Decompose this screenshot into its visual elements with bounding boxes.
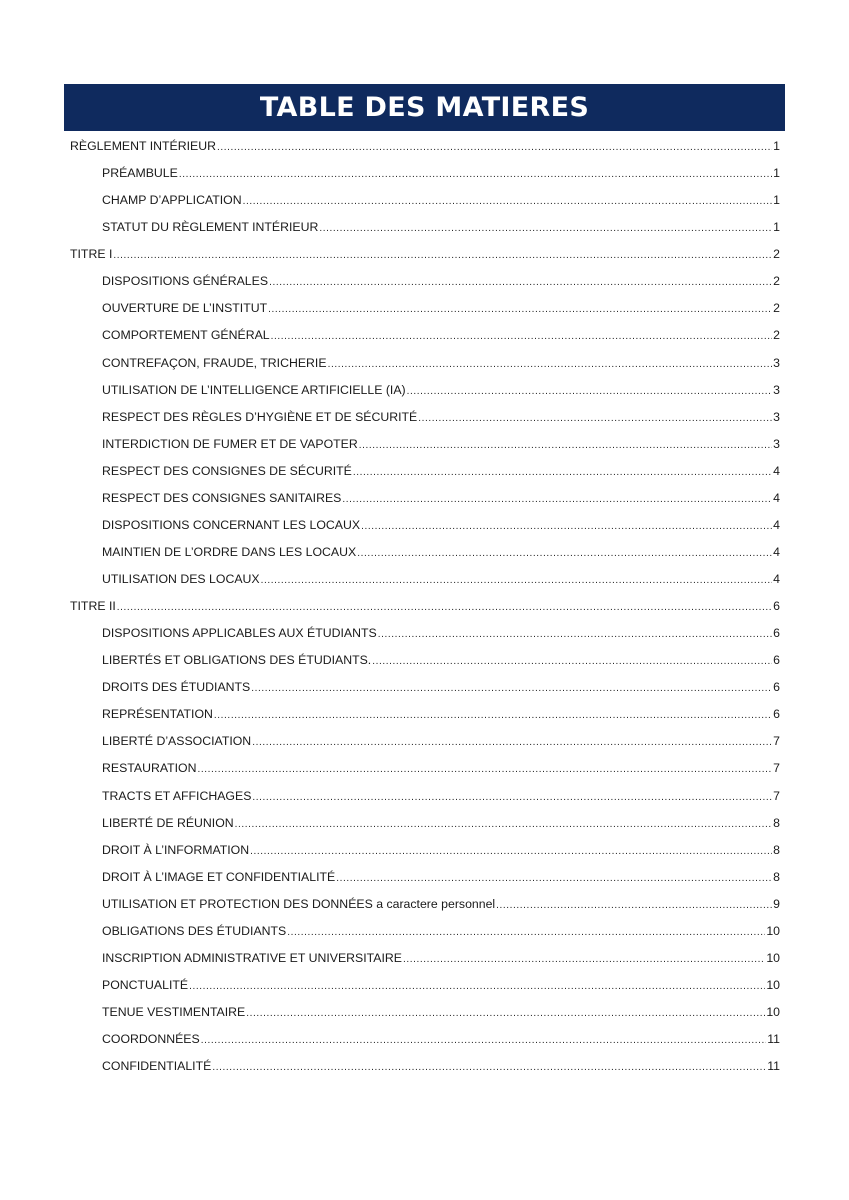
toc-entry-page-number: 1 (773, 139, 780, 154)
toc-entry-page-number: 8 (773, 869, 780, 884)
toc-dot-leader (372, 648, 772, 675)
toc-entry[interactable] (70, 972, 780, 999)
toc-dot-leader (359, 432, 772, 459)
toc-dot-leader (496, 892, 772, 919)
toc-dot-leader (268, 296, 772, 323)
toc-entry-label: OUVERTURE DE L’INSTITUT (102, 301, 268, 316)
toc-dot-leader (357, 540, 772, 567)
toc-entry[interactable] (70, 512, 780, 539)
toc-entry-page-number: 3 (773, 382, 780, 397)
toc-dot-leader (271, 323, 773, 350)
toc-dot-leader (418, 405, 772, 432)
toc-dot-leader (250, 838, 772, 865)
toc-dot-leader (113, 242, 772, 269)
toc-entry-label: RESPECT DES RÈGLES D’HYGIÈNE ET DE SÉCURITÉ (102, 409, 418, 424)
toc-entry[interactable] (70, 837, 780, 864)
toc-entry-label: STATUT DU RÈGLEMENT INTÉRIEUR (102, 220, 319, 235)
toc-entry-page-number: 11 (767, 1032, 780, 1047)
toc-entry-label: DISPOSITIONS CONCERNANT LES LOCAUX (102, 517, 361, 532)
toc-entry-page-number: 2 (773, 274, 780, 289)
toc-entry-page-number: 6 (773, 707, 780, 722)
toc-dot-leader (403, 946, 765, 973)
toc-dot-leader (378, 621, 772, 648)
toc-entry[interactable] (70, 755, 780, 782)
toc-entry-page-number: 8 (773, 842, 780, 857)
toc-dot-leader (252, 729, 772, 756)
toc-dot-leader (201, 1027, 767, 1054)
toc-entry-label: PONCTUALITÉ (102, 977, 189, 992)
toc-entry-label: INSCRIPTION ADMINISTRATIVE ET UNIVERSITAIRE (102, 950, 402, 965)
toc-entry-label: MAINTIEN DE L’ORDRE DANS LES LOCAUX (102, 544, 357, 559)
toc-entry-label: PRÉAMBULE (102, 166, 178, 181)
toc-dot-leader (353, 459, 772, 486)
toc-dot-leader (214, 702, 772, 729)
toc-entry-label: UTILISATION DES LOCAUX (102, 572, 260, 587)
toc-entry-page-number: 4 (773, 463, 780, 478)
toc-entry-page-number: 7 (773, 734, 780, 749)
toc-entry-page-number: 11 (767, 1059, 780, 1074)
toc-entry-page-number: 4 (773, 572, 780, 587)
toc-entry[interactable] (70, 485, 780, 512)
toc-entry[interactable] (70, 891, 780, 918)
toc-entry[interactable] (70, 1026, 780, 1053)
toc-entry-page-number: 7 (773, 761, 780, 776)
toc-entry[interactable] (70, 160, 780, 187)
toc-entry-page-number: 1 (773, 193, 780, 208)
toc-entry-label: TITRE I (70, 247, 113, 262)
toc-dot-leader (235, 811, 773, 838)
page-title: TABLE DES MATIERES (259, 92, 590, 123)
toc-entry[interactable] (70, 241, 780, 268)
toc-entry-page-number: 4 (773, 517, 780, 532)
toc-entry-label: TENUE VESTIMENTAIRE (102, 1005, 246, 1020)
toc-dot-leader (246, 1000, 765, 1027)
toc-entry[interactable] (70, 1053, 780, 1080)
toc-dot-leader (342, 486, 772, 513)
toc-entry-label: CHAMP D’APPLICATION (102, 193, 242, 208)
toc-entry[interactable] (70, 674, 780, 701)
toc-entry[interactable] (70, 322, 780, 349)
toc-entry[interactable] (70, 810, 780, 837)
toc-entry-label: DROIT À L’INFORMATION (102, 842, 250, 857)
toc-entry-page-number: 6 (773, 653, 780, 668)
toc-entry[interactable] (70, 350, 780, 377)
toc-entry-page-number: 2 (773, 247, 780, 262)
toc-dot-leader (319, 215, 772, 242)
toc-entry-page-number: 3 (773, 436, 780, 451)
toc-entry[interactable] (70, 214, 780, 241)
toc-dot-leader (269, 269, 772, 296)
toc-entry-label: DISPOSITIONS GÉNÉRALES (102, 274, 269, 289)
toc-dot-leader (287, 919, 765, 946)
toc-entry-label: REPRÉSENTATION (102, 707, 213, 722)
toc-entry[interactable] (70, 918, 780, 945)
toc-entry-label: OBLIGATIONS DES ÉTUDIANTS (102, 923, 287, 938)
toc-entry-page-number: 6 (773, 599, 780, 614)
toc-entry-page-number: 10 (766, 1005, 780, 1020)
toc-dot-leader (407, 378, 773, 405)
toc-entry-page-number: 10 (766, 977, 780, 992)
toc-entry-page-number: 4 (773, 490, 780, 505)
toc-entry-label: COORDONNÉES (102, 1032, 200, 1047)
toc-entry-label: DROIT À L’IMAGE ET CONFIDENTIALITÉ (102, 869, 336, 884)
toc-dot-leader (212, 1054, 766, 1081)
toc-entry-label: RÈGLEMENT INTÉRIEUR (70, 139, 216, 154)
toc-header-banner (64, 84, 785, 131)
toc-entry[interactable] (70, 701, 780, 728)
toc-entry-page-number: 6 (773, 626, 780, 641)
toc-entry-label: UTILISATION ET PROTECTION DES DONNÉES a caractere personnel (102, 896, 496, 911)
toc-dot-leader (328, 351, 773, 378)
toc-entry-label: TITRE II (70, 599, 116, 614)
toc-entry-label: LIBERTÉ D’ASSOCIATION (102, 734, 252, 749)
toc-entry[interactable] (70, 295, 780, 322)
toc-entry-page-number: 2 (773, 301, 780, 316)
toc-entry[interactable] (70, 620, 780, 647)
toc-entry-label: DROITS DES ÉTUDIANTS (102, 680, 251, 695)
toc-dot-leader (261, 567, 773, 594)
toc-entry[interactable] (70, 566, 780, 593)
toc-dot-leader (179, 161, 772, 188)
toc-entry[interactable] (70, 404, 780, 431)
toc-entry[interactable] (70, 431, 780, 458)
toc-entry[interactable] (70, 945, 780, 972)
toc-entry[interactable] (70, 593, 780, 620)
toc-entry-page-number: 4 (773, 544, 780, 559)
toc-entry-label: RESPECT DES CONSIGNES SANITAIRES (102, 490, 342, 505)
toc-entry-page-number: 6 (773, 680, 780, 695)
toc-entry-page-number: 10 (766, 923, 780, 938)
toc-entry-label: RESTAURATION (102, 761, 197, 776)
toc-entry[interactable] (70, 268, 780, 295)
toc-entry[interactable] (70, 539, 780, 566)
toc-entry-page-number: 10 (766, 950, 780, 965)
toc-dot-leader (252, 784, 772, 811)
toc-entry[interactable] (70, 377, 780, 404)
toc-entry[interactable] (70, 728, 780, 755)
toc-entry[interactable] (70, 133, 780, 160)
toc-entry-page-number: 2 (773, 328, 780, 343)
toc-dot-leader (198, 756, 773, 783)
toc-entry-page-number: 8 (773, 815, 780, 830)
toc-entry-label: COMPORTEMENT GÉNÉRAL (102, 328, 270, 343)
toc-entry[interactable] (70, 783, 780, 810)
toc-entry-label: TRACTS ET AFFICHAGES (102, 788, 252, 803)
toc-entry-label: LIBERTÉS ET OBLIGATIONS DES ÉTUDIANTS. (102, 653, 372, 668)
toc-entry-label: CONFIDENTIALITÉ (102, 1059, 212, 1074)
toc-entry[interactable] (70, 458, 780, 485)
toc-dot-leader (217, 134, 772, 161)
toc-entry-page-number: 1 (773, 220, 780, 235)
toc-dot-leader (251, 675, 772, 702)
toc-dot-leader (336, 865, 772, 892)
toc-entry[interactable] (70, 187, 780, 214)
toc-dot-leader (243, 188, 773, 215)
toc-dot-leader (361, 513, 772, 540)
toc-entry-label: CONTREFAÇON, FRAUDE, TRICHERIE (102, 355, 327, 370)
toc-entry-label: LIBERTÉ DE RÉUNION (102, 815, 234, 830)
toc-entry[interactable] (70, 647, 780, 674)
toc-entry-page-number: 7 (773, 788, 780, 803)
toc-dot-leader (117, 594, 772, 621)
toc-entry-page-number: 9 (773, 896, 780, 911)
toc-entry-page-number: 3 (773, 409, 780, 424)
toc-dot-leader (189, 973, 765, 1000)
toc-entry-label: RESPECT DES CONSIGNES DE SÉCURITÉ (102, 463, 352, 478)
toc-entry[interactable] (70, 864, 780, 891)
toc-entry[interactable] (70, 999, 780, 1026)
toc-entry-label: INTERDICTION DE FUMER ET DE VAPOTER (102, 436, 358, 451)
toc-entry-label: DISPOSITIONS APPLICABLES AUX ÉTUDIANTS (102, 626, 377, 641)
table-of-contents (70, 133, 780, 1080)
toc-entry-page-number: 3 (773, 355, 780, 370)
toc-entry-page-number: 1 (773, 166, 780, 181)
toc-entry-label: UTILISATION DE L’INTELLIGENCE ARTIFICIELLE (IA) (102, 382, 406, 397)
